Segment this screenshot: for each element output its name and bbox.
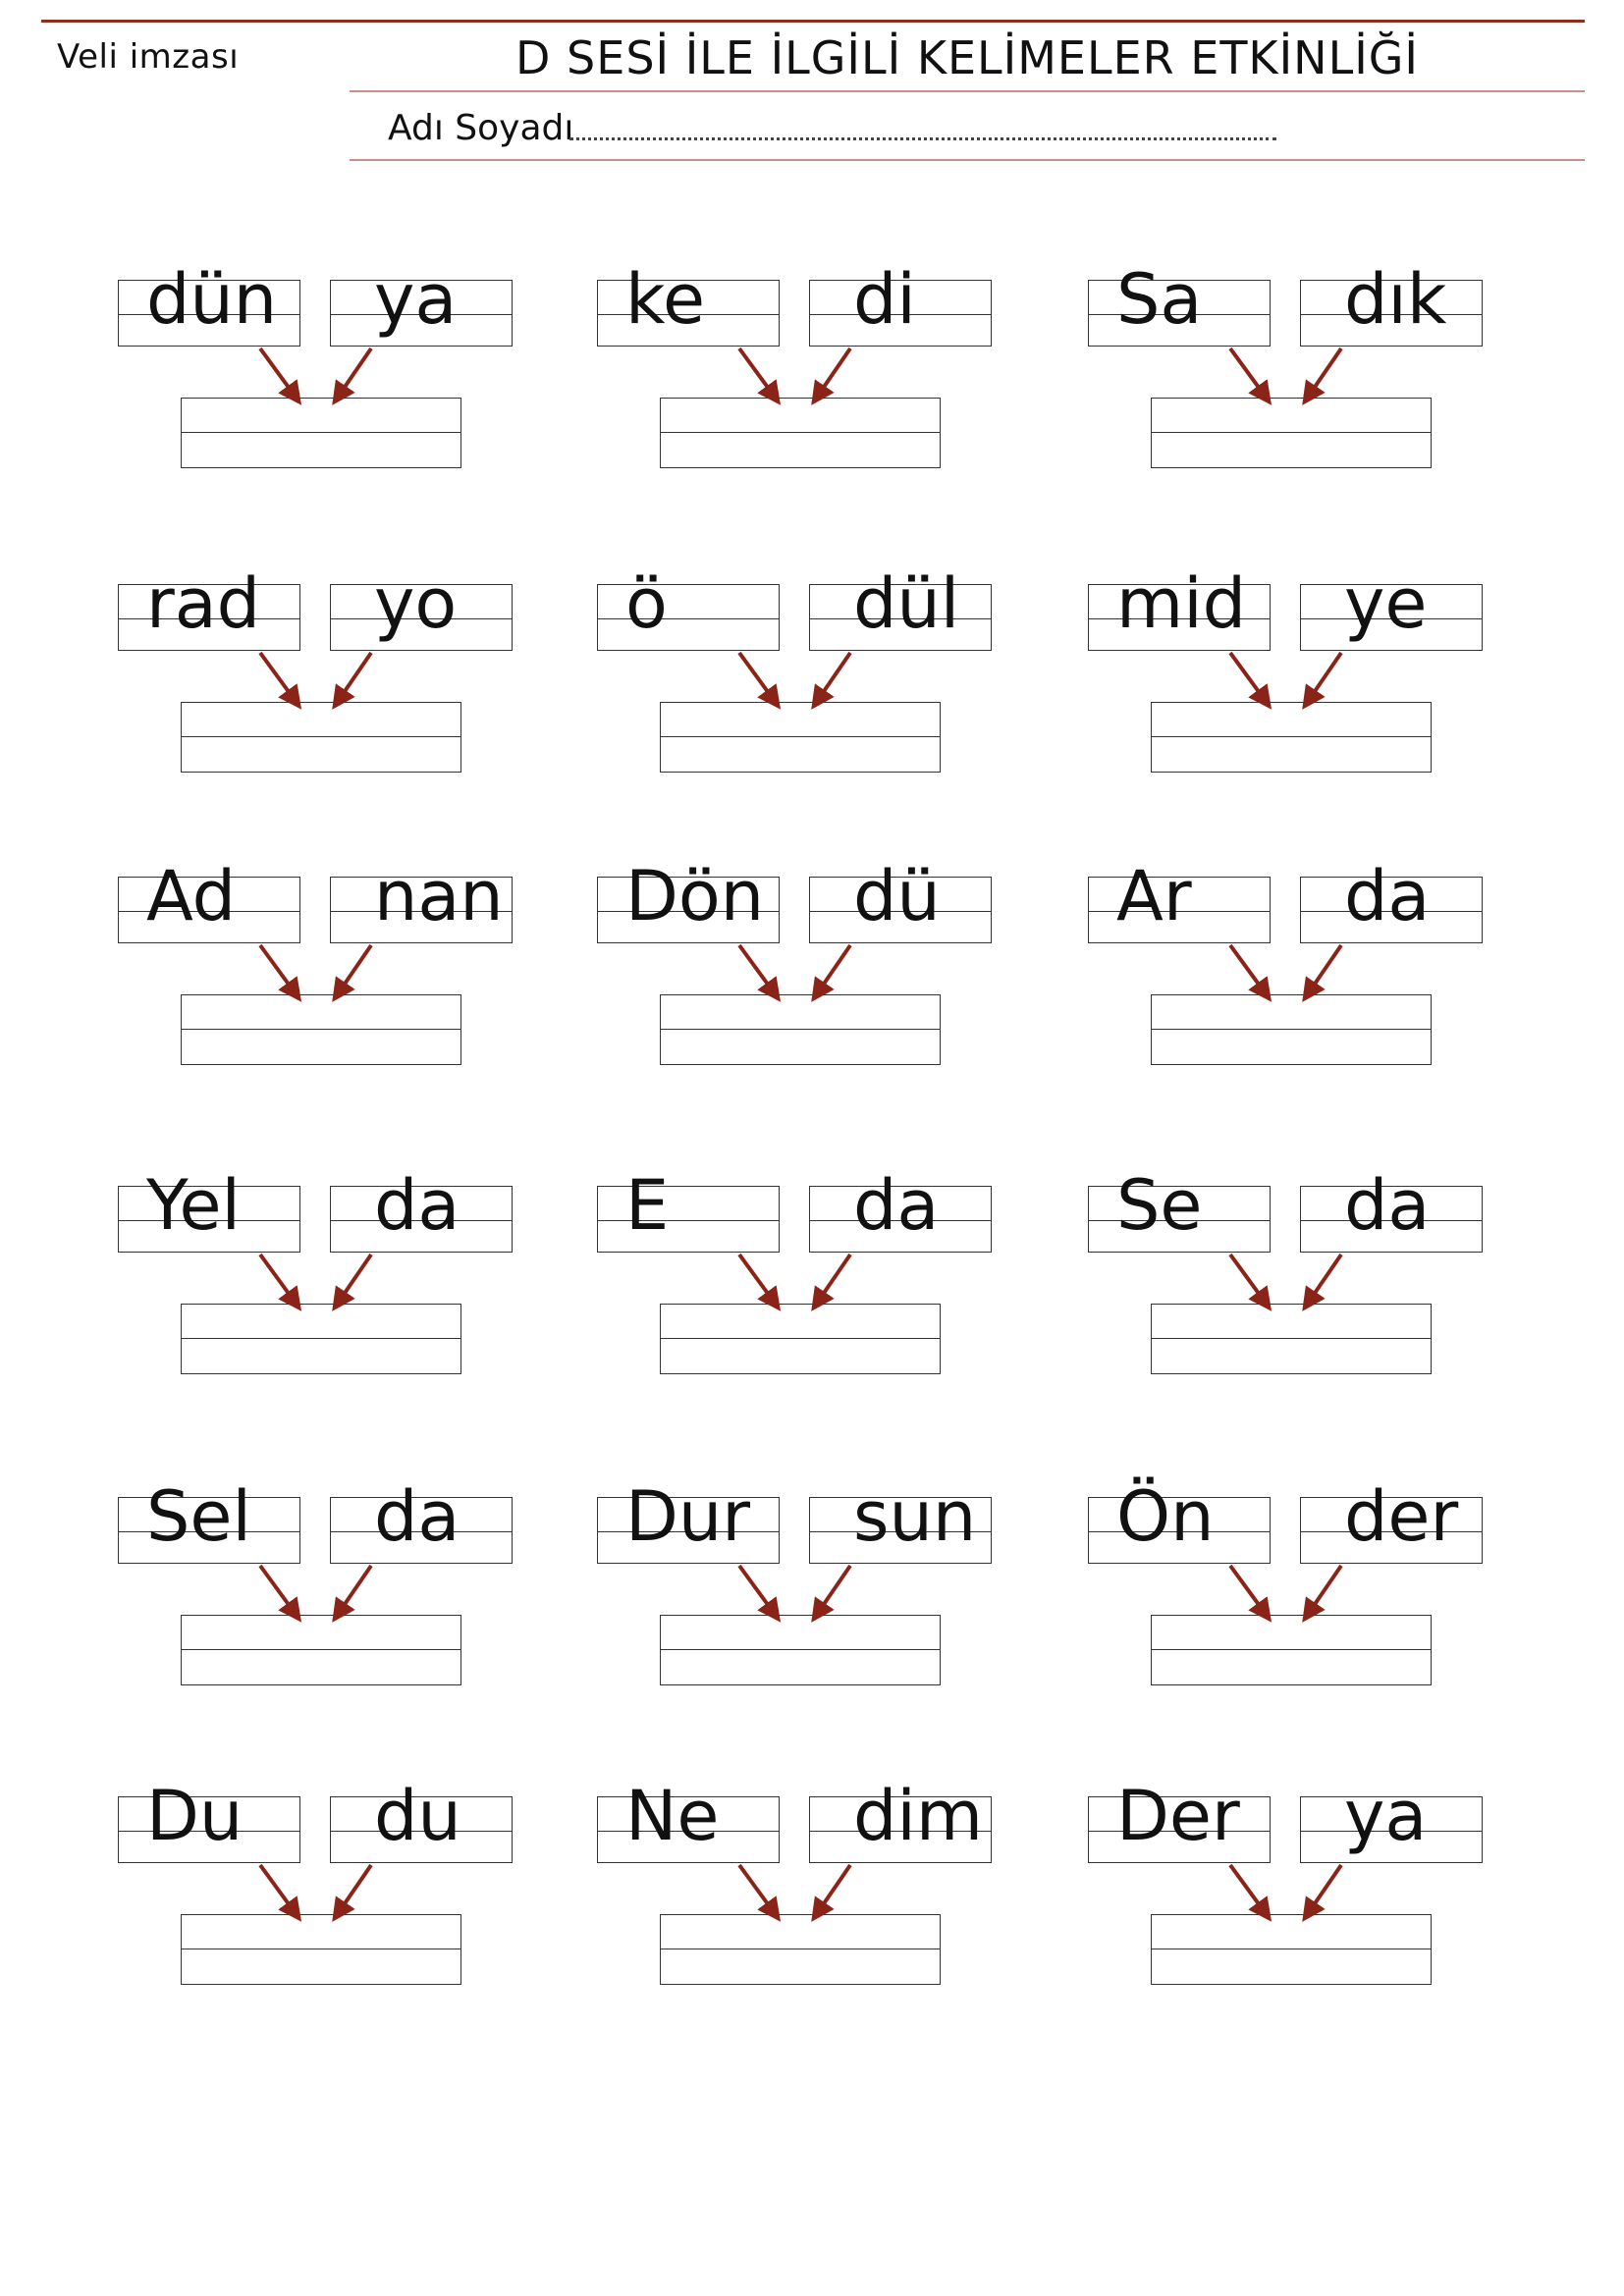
name-label: Adı Soyadı (388, 108, 574, 148)
syllable-exercise (597, 1165, 1009, 1412)
merge-arrows (597, 584, 1009, 810)
exercise-row (0, 856, 1624, 1102)
syllable-text: dık (1344, 259, 1447, 340)
page-title: D SESİ İLE İLGİLİ KELİMELER ETKİNLİĞİ (515, 31, 1419, 84)
arrow-left-down-icon (1309, 348, 1341, 396)
merge-arrows (118, 1796, 530, 2022)
merge-arrows (597, 1186, 1009, 1412)
syllable-text: der (1344, 1476, 1459, 1557)
syllable-exercise (1088, 1476, 1500, 1723)
merge-arrows (1088, 877, 1500, 1102)
syllable-exercise (1088, 1165, 1500, 1412)
syllable-text: Yel (146, 1165, 241, 1246)
arrow-left-down-icon (1309, 1865, 1341, 1912)
merge-arrows (597, 280, 1009, 506)
syllable-text: dim (853, 1776, 984, 1856)
exercise-row (0, 1776, 1624, 2022)
arrow-right-down-icon (260, 1255, 295, 1302)
syllable-exercise (118, 563, 530, 810)
arrow-right-down-icon (260, 348, 295, 396)
arrow-left-down-icon (818, 945, 850, 992)
syllable-exercise (118, 1776, 530, 2022)
name-rule (350, 159, 1585, 161)
syllable-exercise (1088, 563, 1500, 810)
syllable-exercise (118, 1476, 530, 1723)
arrow-right-down-icon (1230, 348, 1265, 396)
syllable-text: da (1344, 1165, 1431, 1246)
arrow-right-down-icon (1230, 653, 1265, 700)
syllable-text: du (374, 1776, 461, 1856)
syllable-text: Du (146, 1776, 244, 1856)
syllable-exercise (597, 1476, 1009, 1723)
arrow-left-down-icon (818, 1566, 850, 1613)
syllable-text: mid (1116, 563, 1247, 644)
arrow-left-down-icon (1309, 945, 1341, 992)
exercise-row (0, 1476, 1624, 1723)
arrow-left-down-icon (1309, 1566, 1341, 1613)
top-rule (41, 20, 1585, 23)
merge-arrows (1088, 280, 1500, 506)
syllable-text: E (625, 1165, 670, 1246)
syllable-text: sun (853, 1476, 977, 1557)
merge-arrows (118, 584, 530, 810)
parent-signature-label: Veli imzası (57, 37, 240, 77)
arrow-right-down-icon (1230, 945, 1265, 992)
merge-arrows (597, 877, 1009, 1102)
arrow-left-down-icon (818, 1255, 850, 1302)
arrow-left-down-icon (339, 1255, 371, 1302)
syllable-text: ö (625, 563, 668, 644)
syllable-exercise (597, 856, 1009, 1102)
syllable-text: Sa (1116, 259, 1203, 340)
arrow-left-down-icon (339, 945, 371, 992)
title-rule (350, 90, 1585, 92)
arrow-left-down-icon (339, 1865, 371, 1912)
exercise-row (0, 259, 1624, 506)
arrow-left-down-icon (1309, 653, 1341, 700)
arrow-left-down-icon (818, 348, 850, 396)
arrow-right-down-icon (739, 348, 774, 396)
syllable-text: ye (1344, 563, 1428, 644)
arrow-right-down-icon (1230, 1865, 1265, 1912)
syllable-text: ya (1344, 1776, 1428, 1856)
arrow-right-down-icon (260, 1566, 295, 1613)
syllable-exercise (597, 1776, 1009, 2022)
merge-arrows (118, 1186, 530, 1412)
syllable-text: da (374, 1476, 460, 1557)
syllable-exercise (118, 856, 530, 1102)
merge-arrows (597, 1497, 1009, 1723)
syllable-exercise (597, 563, 1009, 810)
syllable-text: da (853, 1165, 940, 1246)
syllable-text: dün (146, 259, 278, 340)
syllable-text: Dur (625, 1476, 751, 1557)
arrow-right-down-icon (739, 1566, 774, 1613)
syllable-text: Dön (625, 856, 765, 936)
merge-arrows (1088, 1497, 1500, 1723)
arrow-left-down-icon (339, 348, 371, 396)
syllable-text: rad (146, 563, 261, 644)
arrow-right-down-icon (260, 945, 295, 992)
syllable-exercise (597, 259, 1009, 506)
arrow-left-down-icon (339, 1566, 371, 1613)
merge-arrows (1088, 1796, 1500, 2022)
syllable-text: dü (853, 856, 941, 936)
arrow-right-down-icon (260, 1865, 295, 1912)
exercise-row (0, 1165, 1624, 1412)
syllable-text: Ar (1116, 856, 1192, 936)
syllable-text: da (374, 1165, 460, 1246)
merge-arrows (118, 1497, 530, 1723)
syllable-text: ke (625, 259, 706, 340)
arrow-right-down-icon (1230, 1255, 1265, 1302)
arrow-right-down-icon (739, 1255, 774, 1302)
merge-arrows (597, 1796, 1009, 2022)
syllable-text: dül (853, 563, 960, 644)
syllable-text: yo (374, 563, 458, 644)
syllable-text: da (1344, 856, 1431, 936)
syllable-exercise (118, 259, 530, 506)
syllable-text: ya (374, 259, 458, 340)
exercise-row (0, 563, 1624, 810)
syllable-exercise (1088, 1776, 1500, 2022)
arrow-left-down-icon (1309, 1255, 1341, 1302)
syllable-text: Sel (146, 1476, 251, 1557)
syllable-text: di (853, 259, 916, 340)
syllable-text: nan (374, 856, 504, 936)
arrow-left-down-icon (818, 653, 850, 700)
syllable-text: Der (1116, 1776, 1240, 1856)
arrow-left-down-icon (818, 1865, 850, 1912)
arrow-right-down-icon (739, 653, 774, 700)
arrow-right-down-icon (1230, 1566, 1265, 1613)
arrow-right-down-icon (739, 1865, 774, 1912)
name-input-line[interactable] (569, 137, 1276, 140)
arrow-left-down-icon (339, 653, 371, 700)
syllable-text: Ne (625, 1776, 720, 1856)
syllable-text: Se (1116, 1165, 1203, 1246)
merge-arrows (118, 280, 530, 506)
arrow-right-down-icon (739, 945, 774, 992)
merge-arrows (1088, 584, 1500, 810)
syllable-exercise (1088, 856, 1500, 1102)
merge-arrows (118, 877, 530, 1102)
merge-arrows (1088, 1186, 1500, 1412)
syllable-exercise (1088, 259, 1500, 506)
syllable-text: Ad (146, 856, 237, 936)
syllable-text: Ön (1116, 1476, 1215, 1557)
syllable-exercise (118, 1165, 530, 1412)
arrow-right-down-icon (260, 653, 295, 700)
